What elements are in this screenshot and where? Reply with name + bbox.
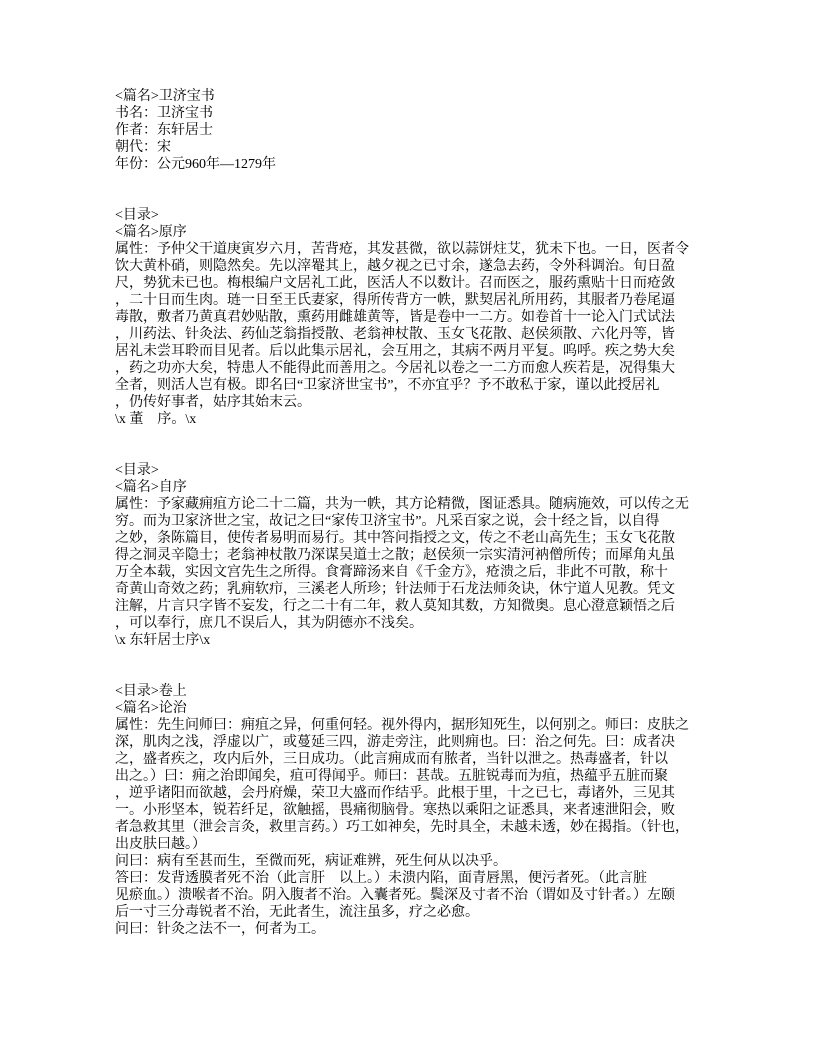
body-line: 出之。）曰：痈之治即闻矣，疽可得闻乎。师曰：甚哉。五脏锐毒而为疽，热蕴乎五脏而聚: [115, 769, 668, 784]
header-line: 书名：卫济宝书: [115, 106, 213, 121]
body-line: 问曰：针灸之法不一，何者为工。: [115, 922, 325, 937]
section-title-line: <篇名>原序: [115, 225, 187, 240]
body-line: 穷。而为卫家济世之宝，故记之曰“家传卫济宝书”。凡采百家之说，会十经之旨，以自得: [115, 514, 660, 529]
body-line: 全者，则活人岂有极。即名曰“卫家济世宝书”，不亦宜乎？予不敢私于家，谨以此授居礼: [115, 378, 660, 393]
body-line: 之，盛者疾之，攻内后外，三日成功。（此言痈成而有脓者，当针以泄之。热毒盛者，针以: [115, 752, 668, 767]
signature-line: \x 董 序。\x: [115, 412, 197, 427]
toc-line: <目录>: [115, 208, 159, 223]
body-line: ，二十日而生肉。琏一日至王氏妻家，得所传背方一帙，默契居礼所用药，其服者乃卷尾逼: [115, 293, 675, 308]
text-section: [115, 207, 716, 428]
sections-container: [115, 207, 716, 938]
text-section: [115, 683, 716, 938]
header-block: [115, 88, 716, 173]
body-line: 饮大黄朴硝，则隐然矣。先以滓罨其上，越夕视之已寸余，遂急去药，令外科调治。旬日盈: [115, 259, 675, 274]
body-line: ，逆乎诸阳而欲越，会丹府燥，荣卫大盛而作结乎。此根于里，十之已七，毒诸外，三见其: [115, 786, 675, 801]
body-line: 见瘀血。）溃喉者不治。阴入腹者不治。入囊者死。鬓深及寸者不治（谓如及寸针者。）左颐: [115, 888, 675, 903]
body-line: ，仍传好事者，姑序其始末云。: [115, 395, 311, 410]
body-line: ，可以奉行，庶几不误后人，其为阴德亦不浅矣。: [115, 616, 423, 631]
body-line: 属性：予仲父干道庚寅岁六月，苦背疮，其发甚微，欲以蒜饼炷艾，犹未下也。一日，医者令: [115, 242, 689, 257]
body-line: ，川药法、针灸法、药仙芝翁指授散、老翁神杖散、玉女飞花散、赵侯须散、六化丹等，皆: [115, 327, 675, 342]
toc-line: <目录>: [115, 463, 159, 478]
header-line: 朝代：宋: [115, 140, 171, 155]
body-line: 得之洞灵辛隐士；老翁神杖散乃深谋吴道士之散；赵侯须一宗实清河衲僧所传；而犀角丸虽: [115, 548, 675, 563]
header-line: 作者：东轩居士: [115, 123, 213, 138]
body-line: 注解，片言只字皆不妄发，行之二十有二年，救人莫知其数，方知微奥。息心澄意颖悟之后: [115, 599, 675, 614]
body-line: 问曰：病有至甚而生，至微而死，病证难辨，死生何从以决乎。: [115, 854, 507, 869]
body-line: 万全本载，实因文宫先生之所得。食膏蹄汤来自《千金方》，疮溃之后，非此不可散，称十: [115, 565, 668, 580]
body-line: 深，肌肉之浅，浮虚以广，或蔓延三四，游走旁注，此则痈也。曰：治之何先。曰：成者决: [115, 735, 675, 750]
body-line: 者急救其里（泄会言灸，救里言药。）巧工如神矣，先时具全，未越未透，妙在揭指。（针也，: [115, 820, 689, 835]
header-line: <篇名>卫济宝书: [115, 89, 215, 104]
body-line: 后一寸三分毒锐者不治，无此者生，流注虽多，疗之必愈。: [115, 905, 479, 920]
body-line: 毒散，敷者乃黄真君妙贴散，熏药用雌雄黄等，皆是卷中一二方。如卷首十一论入门式试法: [115, 310, 675, 325]
body-line: 尺，势犹未已也。梅根编户文居礼工此，医活人不以数计。召而医之，服药熏贴十日而疮敛: [115, 276, 675, 291]
body-line: 出皮肤曰越。）: [115, 837, 206, 852]
body-line: 一。小形坚本，锐若纤足，欲触摇，畏痛彻脑骨。寒热以乘阳之证悉具，来者速泄阳会，败: [115, 803, 675, 818]
body-line: 属性：予家藏痈疽方论二十二篇，共为一帙，其方论精微，图证悉具。随病施效，可以传之无: [115, 497, 689, 512]
body-line: 属性：先生问师曰：痈疽之异，何重何轻。视外得内，据形知死生，以何别之。师曰：皮肤之: [115, 718, 689, 733]
text-section: [115, 462, 716, 649]
section-title-line: <篇名>论治: [115, 701, 187, 716]
body-line: ，药之功亦大矣，特患人不能得此而善用之。今居礼以卷之一二方而愈人疾若是，况得集大: [115, 361, 675, 376]
body-line: 之妙，条陈篇目，使传者易明而易行。其中答问指授之文，传之不老山高先生；玉女飞花散: [115, 531, 675, 546]
body-line: 居礼未尝耳聆而目见者。后以此集示居礼，会互用之，其病不两月平复。呜呼。疾之势大矣: [115, 344, 675, 359]
section-title-line: <篇名>自序: [115, 480, 187, 495]
toc-line: <目录>卷上: [115, 684, 187, 699]
body-line: 奇黄山奇效之药；乳痈软疖，三溪老人所珍；针法师于石龙法师灸诀，休宁道人见教。凭文: [115, 582, 675, 597]
body-line: 答曰：发背透膜者死不治（此言肝 以上。）未溃内陷，面青唇黑，便污者死。（此言脏: [115, 871, 647, 886]
signature-line: \x 东轩居士序\x: [115, 633, 211, 648]
header-line: 年份：公元960年—1279年: [115, 157, 276, 172]
